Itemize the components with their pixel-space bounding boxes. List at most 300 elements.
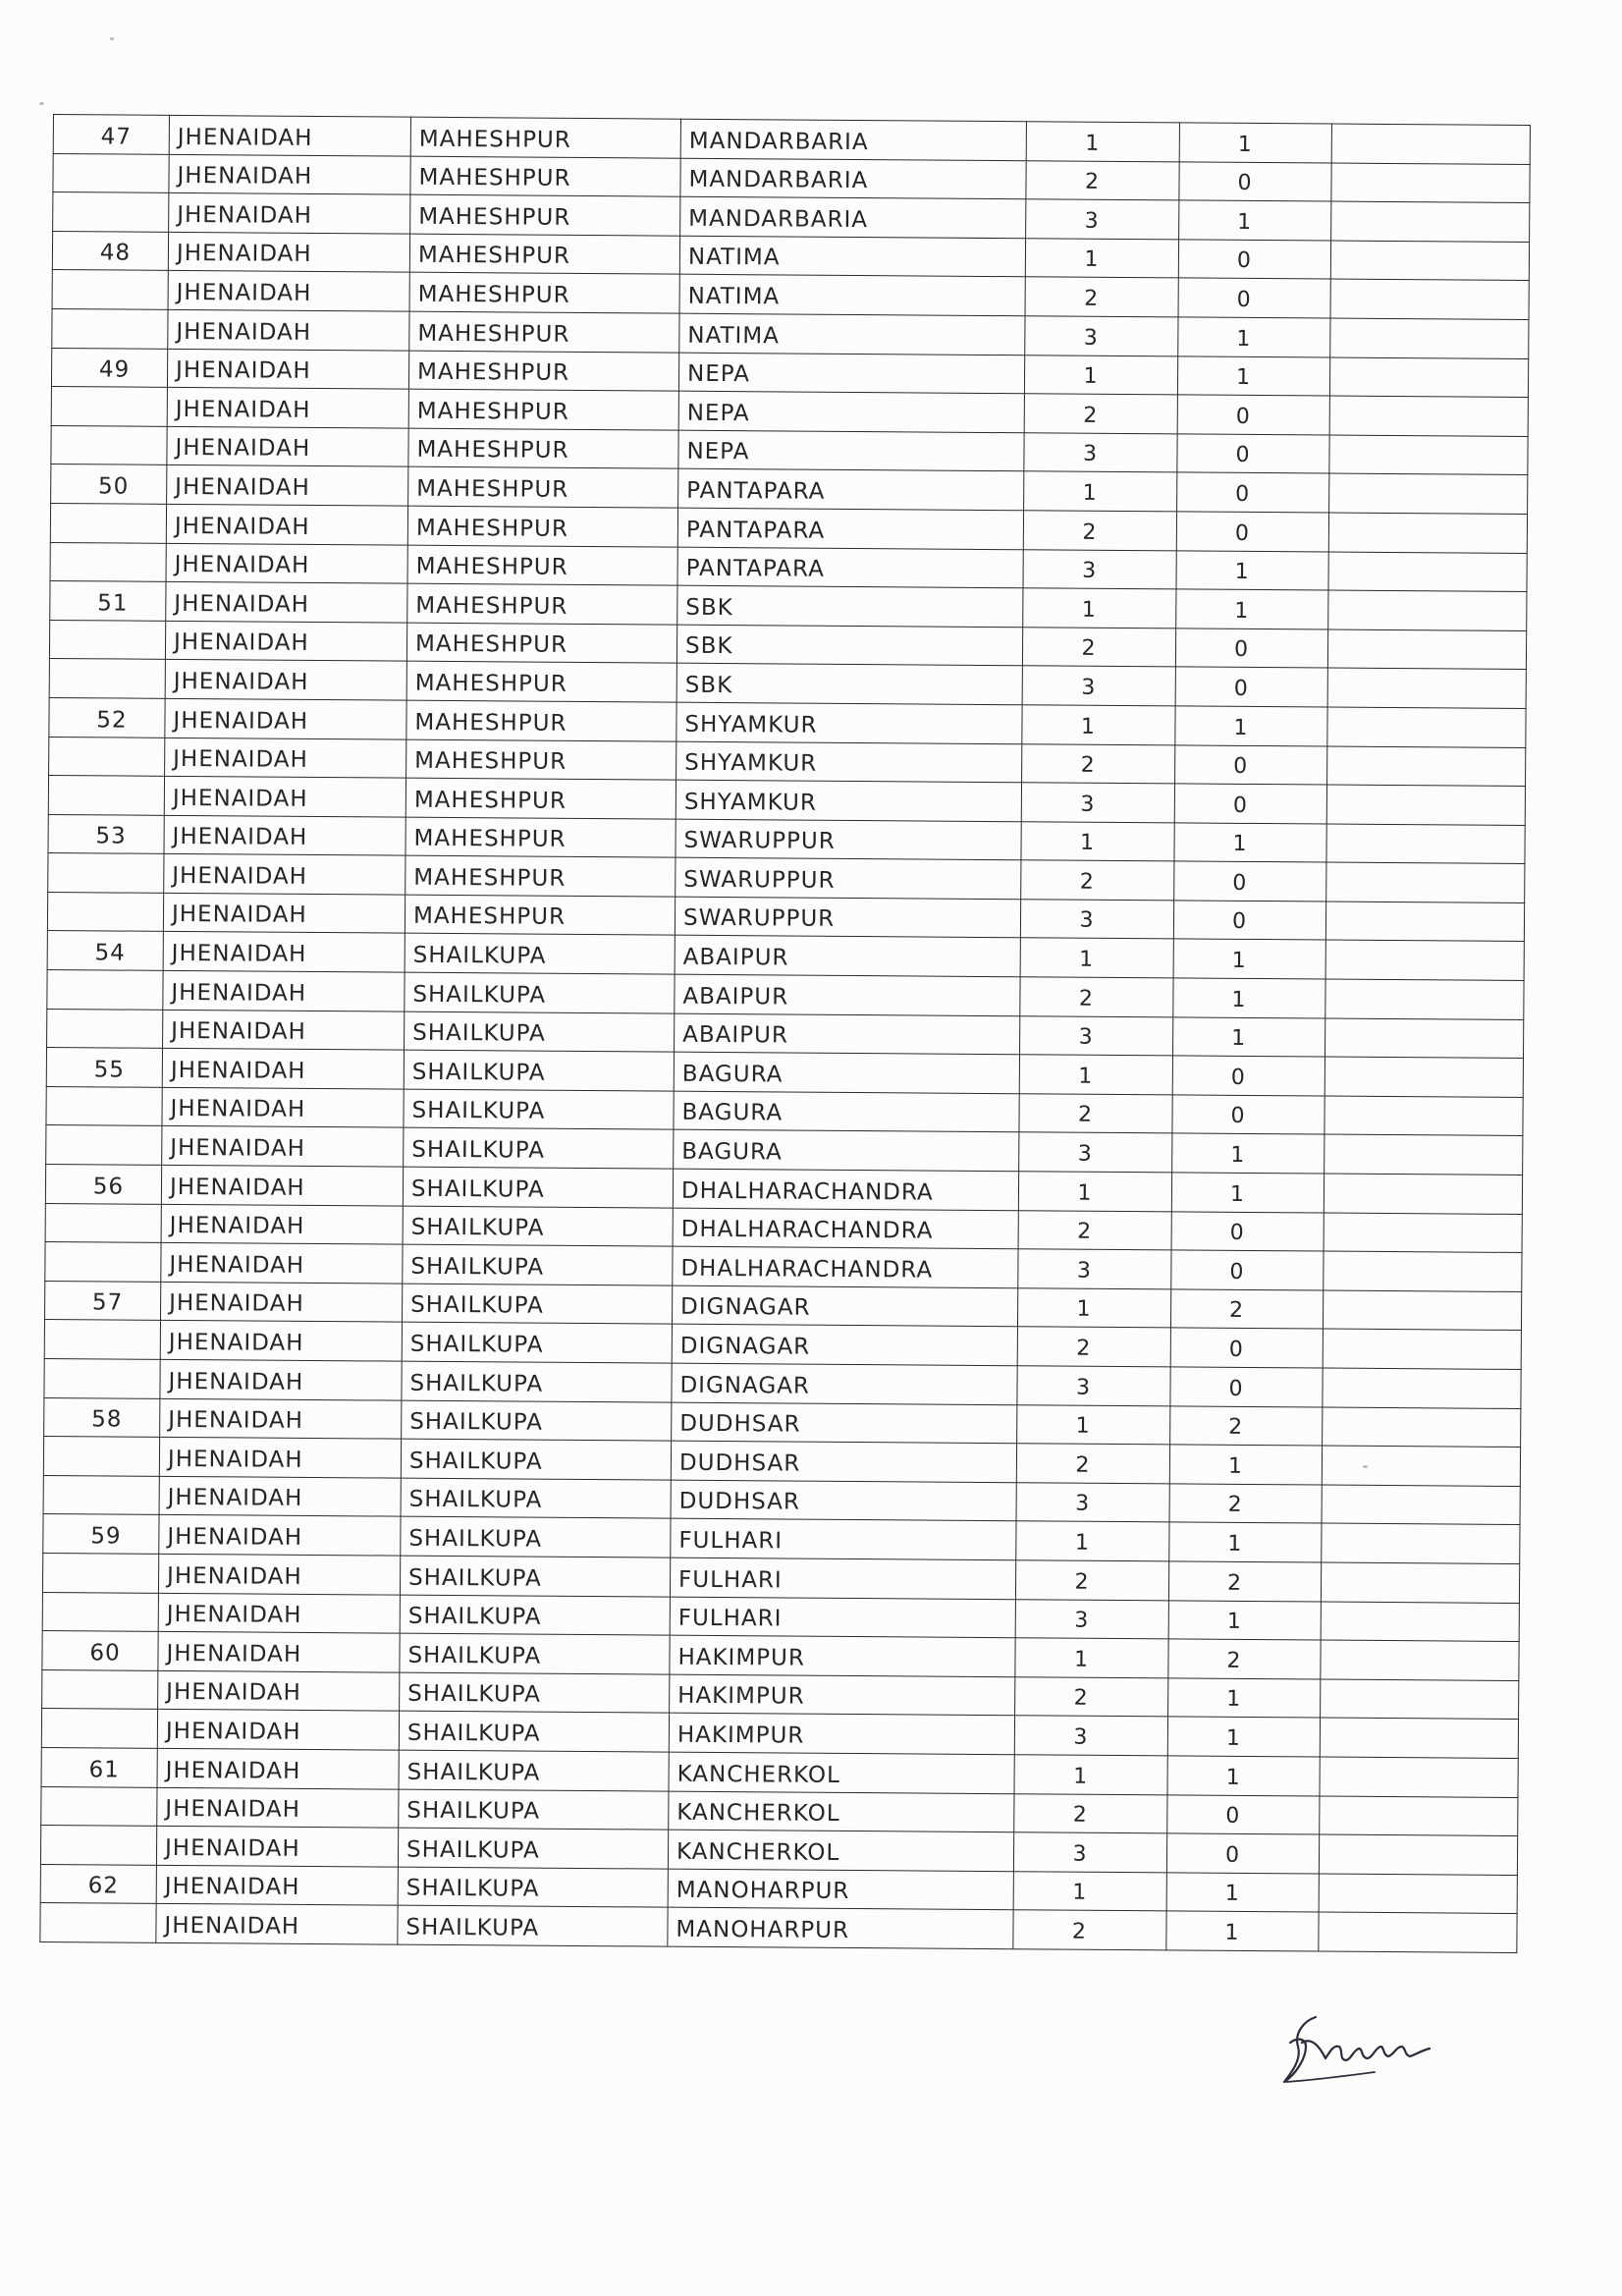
serial-cell — [40, 1826, 156, 1865]
district-cell: JHENAIDAH — [162, 1049, 404, 1089]
district-cell: JHENAIDAH — [169, 115, 410, 155]
count-cell: 1 — [1166, 1911, 1319, 1951]
blank-cell — [1325, 1057, 1523, 1097]
number-cell: 3 — [1013, 1832, 1166, 1873]
district-cell: JHENAIDAH — [158, 1554, 400, 1594]
upazila-cell: SHAILKUPA — [399, 1789, 669, 1831]
count-cell: 0 — [1178, 240, 1330, 280]
count-cell: 1 — [1179, 123, 1331, 163]
number-cell: 2 — [1017, 1327, 1170, 1367]
blank-cell — [1321, 1562, 1519, 1603]
union-cell: SWARUPPUR — [676, 857, 1021, 899]
district-cell: JHENAIDAH — [168, 271, 409, 311]
upazila-cell: SHAILKUPA — [404, 1089, 674, 1130]
serial-cell — [51, 425, 167, 465]
serial-cell — [46, 1086, 162, 1125]
district-cell: JHENAIDAH — [156, 1904, 398, 1944]
count-cell: 0 — [1175, 629, 1327, 669]
upazila-cell: MAHESHPUR — [405, 895, 675, 936]
count-cell: 1 — [1174, 823, 1326, 863]
serial-cell: 53 — [48, 814, 164, 853]
serial-cell — [53, 153, 169, 192]
district-cell: JHENAIDAH — [167, 465, 408, 506]
upazila-cell: MAHESHPUR — [407, 583, 677, 625]
serial-cell: 50 — [51, 465, 167, 504]
blank-cell — [1329, 396, 1528, 436]
number-cell: 1 — [1022, 705, 1175, 745]
number-cell: 3 — [1022, 666, 1175, 706]
district-cell: JHENAIDAH — [167, 349, 408, 389]
union-cell: FULHARI — [670, 1597, 1015, 1638]
union-cell: ABAIPUR — [675, 936, 1020, 977]
district-cell: JHENAIDAH — [160, 1321, 402, 1361]
union-cell: NATIMA — [679, 236, 1025, 277]
number-cell: 2 — [1021, 860, 1174, 901]
union-cell: BAGURA — [674, 1130, 1019, 1172]
upazila-cell: SHAILKUPA — [403, 1206, 673, 1247]
blank-cell — [1325, 940, 1524, 980]
union-cell: PANTAPARA — [678, 469, 1024, 511]
count-cell: 1 — [1168, 1678, 1321, 1719]
union-cell: DUDHSAR — [672, 1402, 1017, 1444]
number-cell: 3 — [1021, 783, 1174, 823]
number-cell: 1 — [1024, 355, 1177, 395]
union-cell: SBK — [676, 625, 1022, 666]
union-cell: DIGNAGAR — [672, 1325, 1017, 1366]
blank-cell — [1329, 435, 1528, 475]
district-cell: JHENAIDAH — [165, 738, 406, 778]
upazila-cell: SHAILKUPA — [404, 1128, 674, 1170]
upazila-cell: SHAILKUPA — [399, 1711, 669, 1752]
district-cell: JHENAIDAH — [161, 1204, 403, 1244]
blank-cell — [1326, 824, 1525, 864]
count-cell: 2 — [1170, 1405, 1323, 1446]
serial-cell — [52, 308, 168, 348]
union-cell: HAKIMPUR — [670, 1635, 1015, 1676]
union-cell: SHYAMKUR — [676, 741, 1022, 783]
blank-cell — [1327, 668, 1526, 708]
serial-cell: 52 — [49, 697, 165, 737]
blank-cell — [1325, 1018, 1523, 1059]
count-cell: 1 — [1169, 1445, 1322, 1485]
count-cell: 1 — [1169, 1522, 1322, 1562]
count-cell: 1 — [1168, 1600, 1321, 1640]
district-cell: JHENAIDAH — [158, 1670, 400, 1711]
serial-cell — [48, 776, 164, 815]
upazila-cell: SHAILKUPA — [405, 972, 675, 1013]
union-cell: MANOHARPUR — [668, 1907, 1013, 1948]
serial-cell: 48 — [52, 231, 168, 270]
district-cell: JHENAIDAH — [169, 193, 410, 234]
upazila-cell: SHAILKUPA — [398, 1867, 668, 1908]
union-cell: DHALHARACHANDRA — [673, 1246, 1018, 1287]
serial-cell — [50, 542, 166, 581]
count-cell: 1 — [1171, 1173, 1324, 1213]
union-cell: DUDHSAR — [671, 1441, 1016, 1482]
serial-cell: 60 — [42, 1631, 158, 1670]
count-cell: 1 — [1173, 939, 1325, 979]
blank-cell — [1328, 552, 1527, 592]
serial-cell — [47, 892, 163, 931]
district-cell: JHENAIDAH — [165, 698, 406, 738]
count-cell: 0 — [1172, 1056, 1325, 1096]
district-cell: JHENAIDAH — [157, 1748, 399, 1788]
district-cell: JHENAIDAH — [163, 970, 405, 1011]
district-cell: JHENAIDAH — [167, 388, 408, 428]
number-cell: 3 — [1023, 549, 1176, 589]
district-cell: JHENAIDAH — [161, 1165, 403, 1205]
upazila-cell: MAHESHPUR — [409, 311, 679, 353]
number-cell: 1 — [1017, 1404, 1170, 1445]
district-cell: JHENAIDAH — [168, 232, 409, 272]
district-cell: JHENAIDAH — [159, 1476, 401, 1516]
upazila-cell: MAHESHPUR — [409, 273, 679, 314]
upazila-cell: SHAILKUPA — [401, 1517, 671, 1558]
upazila-cell: SHAILKUPA — [400, 1633, 670, 1674]
union-cell: MANOHARPUR — [668, 1869, 1013, 1910]
union-cell: SHYAMKUR — [676, 780, 1021, 821]
upazila-cell: MAHESHPUR — [408, 351, 678, 392]
serial-cell: 61 — [41, 1747, 157, 1786]
union-cell: NEPA — [678, 391, 1024, 432]
blank-cell — [1323, 1407, 1521, 1448]
count-cell: 2 — [1169, 1484, 1322, 1524]
serial-cell: 56 — [45, 1165, 161, 1204]
table-container — [39, 114, 1530, 1953]
serial-cell — [49, 737, 165, 776]
upazila-cell: MAHESHPUR — [406, 661, 676, 702]
number-cell: 2 — [1014, 1793, 1167, 1833]
blank-cell — [1324, 1251, 1522, 1291]
blank-cell — [1321, 1640, 1519, 1680]
serial-cell — [49, 659, 165, 698]
count-cell: 1 — [1172, 1017, 1325, 1058]
union-cell: SBK — [676, 663, 1022, 704]
number-cell: 3 — [1015, 1599, 1168, 1639]
data-table — [39, 114, 1531, 1953]
serial-cell — [48, 853, 164, 893]
blank-cell — [1322, 1523, 1520, 1563]
district-cell: JHENAIDAH — [166, 581, 407, 622]
union-cell: NEPA — [678, 353, 1024, 394]
union-cell: DHALHARACHANDRA — [673, 1169, 1018, 1210]
serial-cell — [47, 970, 163, 1010]
number-cell: 2 — [1022, 743, 1175, 784]
blank-cell — [1319, 1912, 1517, 1952]
number-cell: 2 — [1024, 394, 1177, 434]
count-cell: 0 — [1179, 162, 1331, 202]
upazila-cell: SHAILKUPA — [402, 1361, 672, 1402]
district-cell: JHENAIDAH — [161, 1243, 403, 1284]
blank-cell — [1321, 1602, 1519, 1642]
union-cell: ABAIPUR — [675, 1013, 1020, 1055]
union-cell: NEPA — [678, 430, 1024, 471]
blank-cell — [1319, 1874, 1517, 1914]
serial-cell: 51 — [50, 581, 166, 621]
union-cell: KANCHERKOL — [669, 1791, 1014, 1832]
scan-speck — [110, 37, 114, 40]
serial-cell — [41, 1786, 157, 1826]
union-cell: DIGNAGAR — [672, 1285, 1017, 1327]
number-cell: 1 — [1018, 1172, 1171, 1212]
district-cell: JHENAIDAH — [164, 815, 406, 855]
count-cell: 1 — [1178, 317, 1330, 357]
union-cell: MANDARBARIA — [680, 196, 1026, 238]
blank-cell — [1327, 746, 1526, 787]
upazila-cell: MAHESHPUR — [410, 117, 680, 158]
district-cell: JHENAIDAH — [165, 621, 406, 661]
blank-cell — [1323, 1329, 1521, 1369]
upazila-cell: SHAILKUPA — [398, 1905, 668, 1946]
number-cell: 2 — [1015, 1676, 1168, 1717]
serial-cell: 49 — [51, 348, 167, 387]
serial-cell — [43, 1437, 159, 1476]
blank-cell — [1325, 979, 1524, 1019]
count-cell: 0 — [1171, 1212, 1324, 1252]
number-cell: 3 — [1017, 1366, 1170, 1406]
blank-cell — [1325, 1096, 1523, 1136]
union-cell: DIGNAGAR — [672, 1363, 1017, 1404]
district-cell: JHENAIDAH — [164, 776, 406, 816]
blank-cell — [1323, 1368, 1521, 1408]
count-cell: 0 — [1174, 784, 1326, 824]
upazila-cell: MAHESHPUR — [406, 623, 676, 664]
upazila-cell: MAHESHPUR — [406, 778, 676, 819]
count-cell: 0 — [1170, 1328, 1323, 1368]
upazila-cell: MAHESHPUR — [406, 700, 676, 741]
union-cell: FULHARI — [671, 1519, 1016, 1560]
count-cell: 0 — [1166, 1833, 1319, 1874]
upazila-cell: SHAILKUPA — [401, 1478, 671, 1519]
number-cell: 2 — [1018, 1210, 1171, 1250]
district-cell: JHENAIDAH — [166, 504, 407, 544]
scan-speck — [39, 102, 44, 105]
union-cell: HAKIMPUR — [669, 1713, 1014, 1754]
union-cell: FULHARI — [670, 1558, 1015, 1599]
blank-cell — [1325, 1134, 1523, 1175]
upazila-cell: SHAILKUPA — [405, 1011, 675, 1053]
upazila-cell: SHAILKUPA — [402, 1323, 672, 1364]
district-cell: JHENAIDAH — [158, 1593, 400, 1633]
count-cell: 1 — [1167, 1756, 1320, 1796]
blank-cell — [1324, 1213, 1522, 1253]
count-cell: 0 — [1177, 434, 1329, 474]
serial-cell — [44, 1320, 160, 1359]
union-cell: MANDARBARIA — [680, 158, 1026, 199]
blank-cell — [1326, 862, 1525, 902]
serial-cell — [50, 503, 166, 542]
upazila-cell: SHAILKUPA — [405, 934, 675, 975]
count-cell: 1 — [1172, 1133, 1325, 1174]
upazila-cell: MAHESHPUR — [408, 467, 678, 509]
count-cell: 1 — [1176, 550, 1328, 590]
union-cell: NATIMA — [679, 275, 1025, 316]
count-cell: 1 — [1173, 978, 1325, 1018]
upazila-cell: SHAILKUPA — [404, 1050, 674, 1091]
number-cell: 2 — [1016, 1444, 1169, 1484]
number-cell: 2 — [1020, 977, 1173, 1017]
number-cell: 1 — [1016, 1521, 1169, 1561]
number-cell: 3 — [1014, 1716, 1167, 1756]
district-cell: JHENAIDAH — [162, 1087, 404, 1127]
count-cell: 0 — [1178, 278, 1330, 318]
blank-cell — [1319, 1834, 1517, 1875]
handwritten-signature — [1276, 2003, 1492, 2092]
number-cell: 3 — [1025, 316, 1178, 356]
number-cell: 2 — [1019, 1094, 1172, 1134]
blank-cell — [1323, 1290, 1521, 1331]
serial-cell — [42, 1669, 158, 1709]
union-cell: MANDARBARIA — [680, 119, 1026, 160]
union-cell: SWARUPPUR — [676, 819, 1021, 860]
number-cell: 3 — [1019, 1132, 1172, 1173]
serial-cell — [45, 1203, 161, 1242]
serial-cell: 62 — [40, 1864, 156, 1903]
district-cell: JHENAIDAH — [157, 1787, 399, 1828]
upazila-cell: SHAILKUPA — [402, 1400, 672, 1442]
union-cell: HAKIMPUR — [670, 1674, 1015, 1716]
upazila-cell: SHAILKUPA — [401, 1439, 671, 1480]
district-cell: JHENAIDAH — [156, 1826, 398, 1866]
serial-cell — [40, 1903, 156, 1942]
number-cell: 2 — [1013, 1910, 1166, 1950]
district-cell: JHENAIDAH — [162, 1126, 404, 1167]
count-cell: 2 — [1168, 1561, 1321, 1602]
union-cell: PANTAPARA — [677, 547, 1023, 588]
union-cell: BAGURA — [674, 1091, 1019, 1132]
blank-cell — [1320, 1796, 1518, 1836]
district-cell: JHENAIDAH — [164, 854, 406, 895]
blank-cell — [1331, 124, 1530, 164]
union-cell: SHYAMKUR — [676, 702, 1022, 743]
count-cell: 0 — [1172, 1095, 1325, 1135]
blank-cell — [1325, 902, 1524, 942]
serial-cell — [53, 192, 169, 232]
union-cell: NATIMA — [679, 313, 1025, 355]
blank-cell — [1328, 590, 1527, 630]
upazila-cell: MAHESHPUR — [407, 545, 677, 586]
upazila-cell: SHAILKUPA — [400, 1595, 670, 1636]
serial-cell: 59 — [43, 1514, 159, 1554]
count-cell: 0 — [1175, 744, 1327, 785]
blank-cell — [1320, 1757, 1518, 1797]
number-cell: 3 — [1020, 900, 1173, 940]
upazila-cell: SHAILKUPA — [398, 1828, 668, 1869]
count-cell: 1 — [1175, 706, 1327, 746]
upazila-cell: SHAILKUPA — [400, 1556, 670, 1597]
upazila-cell: MAHESHPUR — [406, 817, 676, 858]
number-cell: 2 — [1025, 277, 1178, 317]
blank-cell — [1321, 1679, 1519, 1720]
district-cell: JHENAIDAH — [167, 426, 408, 466]
district-cell: JHENAIDAH — [163, 932, 405, 972]
number-cell: 1 — [1025, 239, 1178, 279]
union-cell: SBK — [677, 585, 1023, 627]
count-cell: 1 — [1166, 1873, 1319, 1913]
number-cell: 3 — [1016, 1483, 1169, 1523]
district-cell: JHENAIDAH — [159, 1438, 401, 1478]
district-cell: JHENAIDAH — [165, 660, 406, 700]
district-cell: JHENAIDAH — [166, 543, 407, 583]
serial-cell — [51, 387, 167, 426]
number-cell: 1 — [1023, 588, 1176, 629]
upazila-cell: MAHESHPUR — [408, 389, 678, 430]
serial-cell: 55 — [46, 1048, 162, 1087]
upazila-cell: MAHESHPUR — [406, 855, 676, 897]
number-cell: 2 — [1022, 627, 1175, 667]
union-cell: SWARUPPUR — [675, 897, 1020, 938]
count-cell: 2 — [1168, 1639, 1321, 1679]
number-cell: 2 — [1026, 160, 1179, 200]
number-cell: 1 — [1024, 471, 1177, 512]
district-cell: JHENAIDAH — [163, 1010, 405, 1050]
blank-cell — [1320, 1718, 1518, 1758]
blank-cell — [1327, 707, 1526, 747]
blank-cell — [1330, 318, 1529, 358]
blank-cell — [1331, 163, 1530, 203]
number-cell: 2 — [1023, 511, 1176, 551]
blank-cell — [1331, 201, 1530, 242]
upazila-cell: MAHESHPUR — [408, 428, 678, 469]
blank-cell — [1324, 1174, 1522, 1214]
count-cell: 0 — [1167, 1794, 1320, 1834]
blank-cell — [1329, 473, 1528, 514]
union-cell: PANTAPARA — [677, 508, 1023, 549]
serial-cell — [49, 620, 165, 659]
count-cell: 2 — [1170, 1289, 1323, 1330]
blank-cell — [1322, 1485, 1520, 1525]
count-cell: 1 — [1177, 355, 1329, 396]
count-cell: 0 — [1174, 861, 1326, 902]
serial-cell — [52, 270, 168, 309]
count-cell: 0 — [1177, 395, 1329, 435]
serial-cell — [42, 1592, 158, 1631]
district-cell: JHENAIDAH — [160, 1398, 402, 1439]
serial-cell — [45, 1242, 161, 1282]
blank-cell — [1328, 513, 1527, 553]
district-cell: JHENAIDAH — [169, 154, 410, 194]
serial-cell — [42, 1553, 158, 1592]
union-cell: KANCHERKOL — [668, 1830, 1013, 1871]
number-cell: 1 — [1014, 1755, 1167, 1795]
count-cell: 0 — [1175, 667, 1327, 707]
blank-cell — [1330, 279, 1529, 319]
count-cell: 0 — [1171, 1250, 1324, 1290]
union-cell: KANCHERKOL — [669, 1752, 1014, 1793]
count-cell: 1 — [1179, 200, 1331, 241]
upazila-cell: SHAILKUPA — [402, 1284, 672, 1325]
table-body — [40, 115, 1531, 1953]
district-cell: JHENAIDAH — [158, 1631, 400, 1671]
number-cell: 1 — [1020, 938, 1173, 978]
number-cell: 3 — [1026, 199, 1179, 240]
upazila-cell: MAHESHPUR — [406, 739, 676, 781]
number-cell: 1 — [1013, 1871, 1166, 1911]
union-cell: ABAIPUR — [675, 974, 1020, 1015]
blank-cell — [1322, 1446, 1520, 1486]
district-cell: JHENAIDAH — [168, 309, 409, 350]
serial-cell — [43, 1475, 159, 1514]
serial-cell: 54 — [47, 931, 163, 970]
number-cell: 3 — [1018, 1249, 1171, 1289]
union-cell: BAGURA — [674, 1052, 1019, 1093]
district-cell: JHENAIDAH — [160, 1359, 402, 1399]
upazila-cell: SHAILKUPA — [403, 1167, 673, 1208]
blank-cell — [1327, 629, 1526, 670]
count-cell: 1 — [1176, 589, 1328, 629]
upazila-cell: MAHESHPUR — [410, 194, 680, 236]
blank-cell — [1329, 357, 1528, 398]
